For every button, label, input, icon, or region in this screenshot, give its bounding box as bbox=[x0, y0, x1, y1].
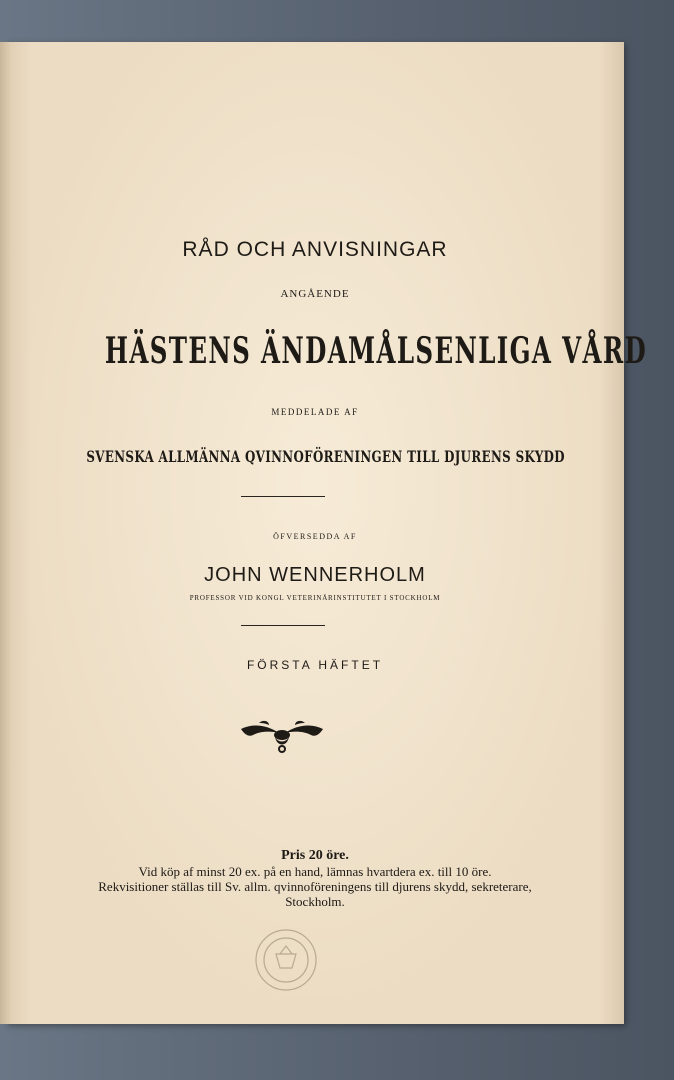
title-top: RÅD OCH ANVISNINGAR bbox=[182, 238, 448, 261]
price: Pris 20 öre. bbox=[281, 848, 349, 863]
society-name: SVENSKA ALLMÄNNA QVINNOFÖRENINGEN TILL DJURENS SKYDD bbox=[86, 447, 565, 466]
binding-edge bbox=[0, 42, 12, 1024]
price-note bbox=[6, 864, 624, 909]
divider-rule bbox=[241, 625, 325, 626]
fleuron-ornament-icon bbox=[239, 717, 325, 757]
price-note-line: Stockholm. bbox=[285, 894, 345, 909]
divider-rule bbox=[241, 496, 325, 497]
part-label: FÖRSTA HÄFTET bbox=[246, 658, 384, 672]
author-name: JOHN WENNERHOLM bbox=[204, 564, 426, 586]
title-page bbox=[6, 42, 648, 1024]
oversedda-label: ÖFVERSEDDA AF bbox=[273, 532, 357, 541]
angaende-label: ANGÅENDE bbox=[280, 288, 350, 300]
price-note-line: Rekvisitioner ställas till Sv. allm. qvinnoföreningens till djurens skydd, sekreterare, bbox=[98, 879, 532, 894]
main-title: HÄSTENS ÄNDAMÅLSENLIGA VÅRD bbox=[104, 330, 648, 372]
library-stamp-icon bbox=[254, 928, 318, 992]
price-note-line: Vid köp af minst 20 ex. på en hand, lämnas hvartdera ex. till 10 öre. bbox=[138, 864, 492, 879]
meddelade-label: MEDDELADE AF bbox=[271, 407, 359, 417]
author-title: PROFESSOR VID KONGL VETERINÄRINSTITUTET I STOCKHOLM bbox=[189, 594, 441, 602]
